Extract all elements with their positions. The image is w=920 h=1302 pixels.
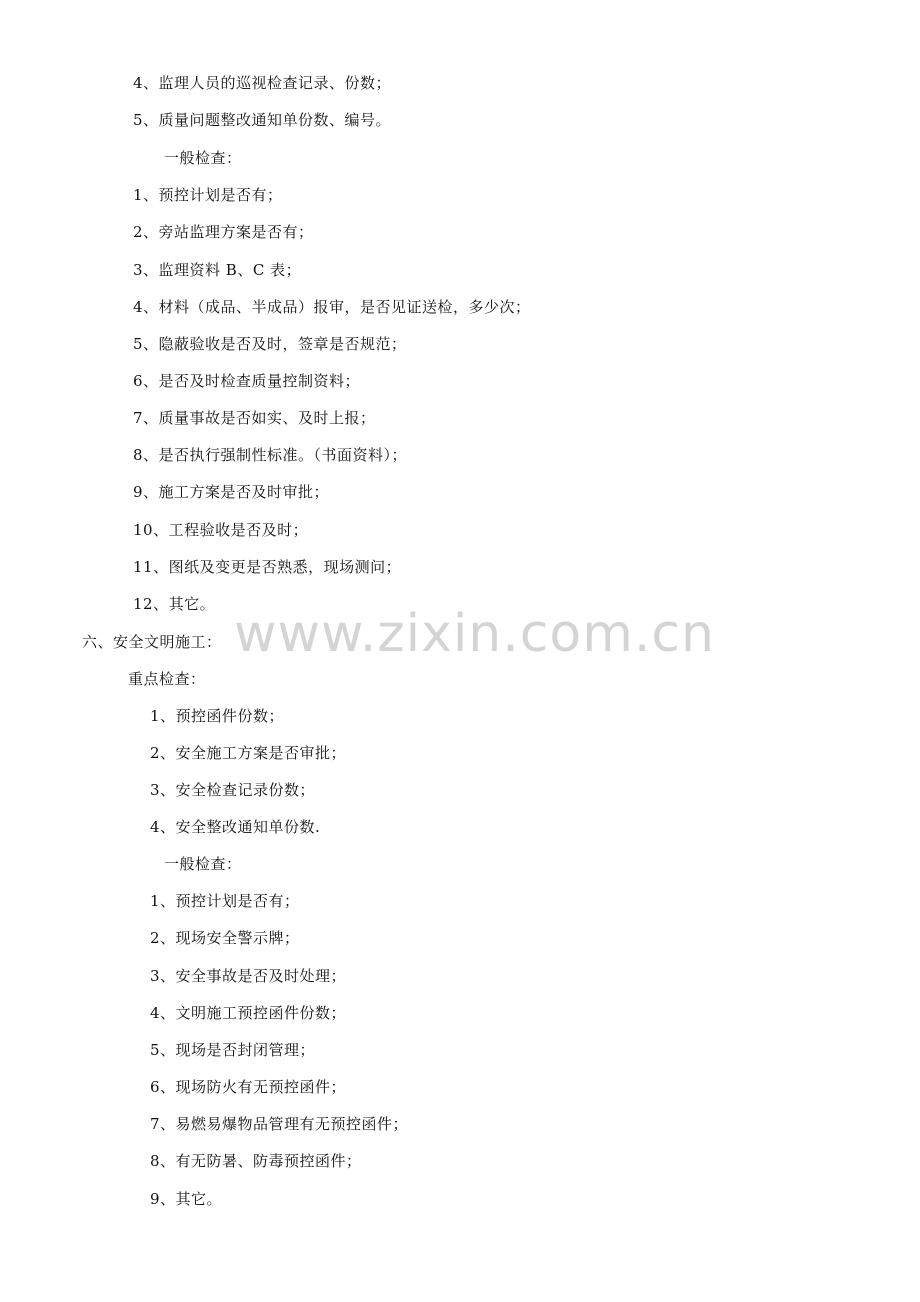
list-item: 1、预控函件份数；	[150, 707, 285, 725]
list-item: 7、易燃易爆物品管理有无预控函件；	[150, 1115, 409, 1133]
list-item: 9、施工方案是否及时审批；	[133, 483, 330, 501]
list-item: 2、安全施工方案是否审批；	[150, 744, 347, 762]
list-item: 8、是否执行强制性标准。（书面资料）；	[133, 446, 408, 464]
list-item: 12、其它。	[133, 595, 216, 613]
list-item: 1、预控计划是否有；	[133, 186, 283, 204]
general-check-heading: 一般检查：	[164, 149, 242, 167]
list-item: 3、监理资料 B、C 表；	[133, 261, 302, 279]
list-item: 3、安全事故是否及时处理；	[150, 967, 347, 985]
list-item: 1、预控计划是否有；	[150, 892, 300, 910]
list-item: 6、现场防火有无预控函件；	[150, 1078, 347, 1096]
list-item: 4、安全整改通知单份数.	[150, 818, 321, 836]
list-item: 11、图纸及变更是否熟悉，现场测问；	[133, 558, 402, 576]
list-item: 10、工程验收是否及时；	[133, 521, 309, 539]
list-item: 6、是否及时检查质量控制资料；	[133, 372, 361, 390]
list-item: 7、质量事故是否如实、及时上报；	[133, 409, 376, 427]
section-title: 六、安全文明施工：	[82, 633, 222, 651]
list-item: 2、现场安全警示牌；	[150, 929, 300, 947]
list-item: 3、安全检查记录份数；	[150, 781, 316, 799]
list-item: 4、文明施工预控函件份数；	[150, 1004, 347, 1022]
list-item: 8、有无防暑、防毒预控函件；	[150, 1152, 362, 1170]
general-check-heading: 一般检查：	[164, 855, 242, 873]
key-check-heading: 重点检查：	[128, 670, 206, 688]
list-item: 9、其它。	[150, 1190, 223, 1208]
list-item: 5、质量问题整改通知单份数、编号。	[133, 111, 392, 129]
list-item: 2、旁站监理方案是否有；	[133, 223, 314, 241]
list-item: 4、材料（成品、半成品）报审，是否见证送检，多少次；	[133, 298, 531, 316]
list-item: 5、隐蔽验收是否及时，签章是否规范；	[133, 335, 407, 353]
watermark: www.zixin.com.cn	[234, 604, 715, 664]
list-item: 4、监理人员的巡视检查记录、份数；	[133, 74, 392, 92]
list-item: 5、现场是否封闭管理；	[150, 1041, 316, 1059]
